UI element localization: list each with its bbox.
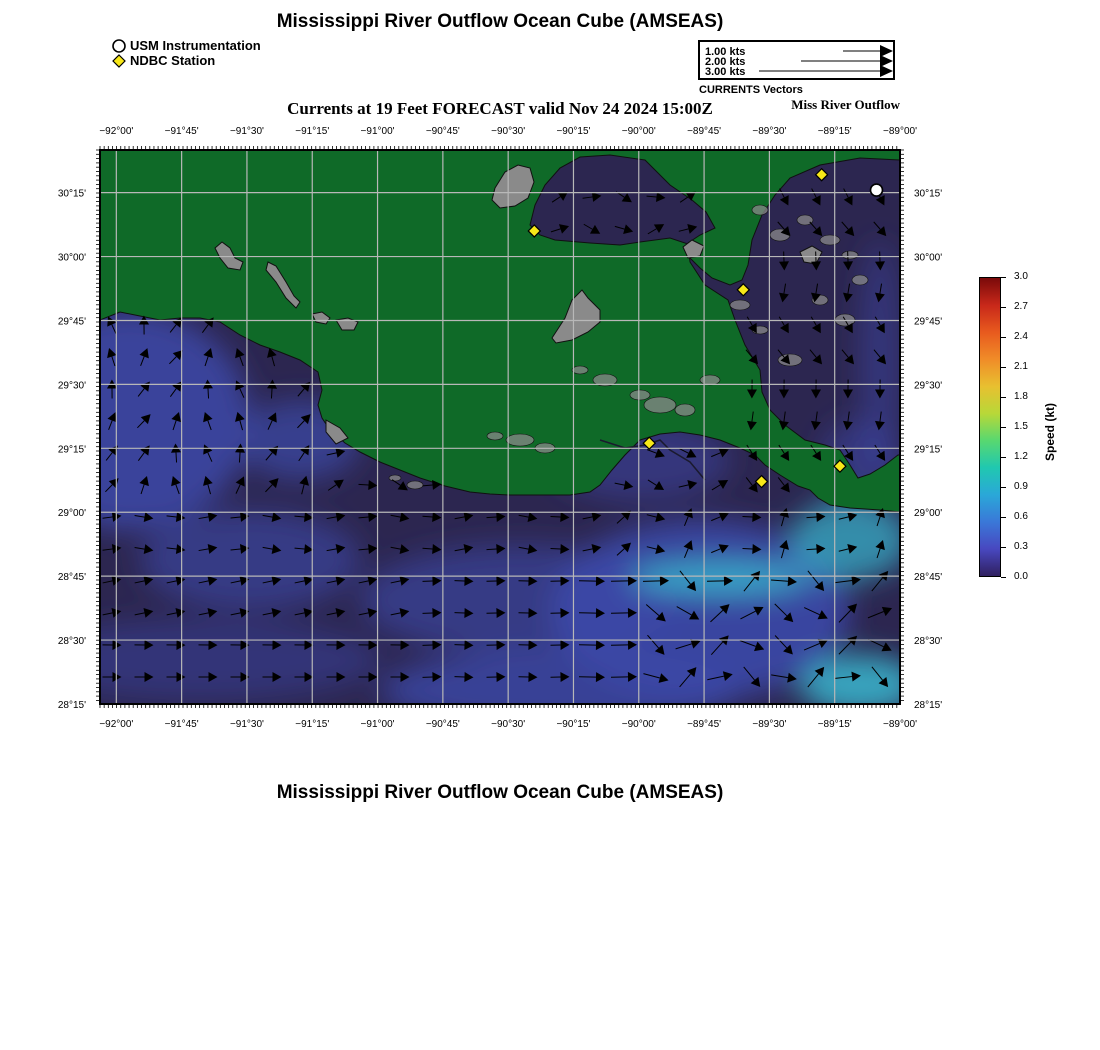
axis-tick-label: 29°30'	[914, 380, 943, 392]
current-vector	[807, 517, 817, 518]
axis-tick-label: −90°15'	[556, 719, 591, 730]
axis-tick-label: 29°00'	[57, 508, 86, 520]
axis-tick-label: −89°45'	[687, 719, 722, 730]
colorbar-ticks	[1001, 271, 1041, 582]
colorbar-tick-label: 1.2	[1014, 451, 1028, 462]
current-vector	[743, 516, 753, 517]
colorbar-tick-label: 2.1	[1014, 361, 1028, 372]
marsh-island	[842, 251, 858, 259]
axis-tick-label: 29°15'	[57, 444, 86, 456]
marsh-island	[572, 366, 588, 374]
map-subtitle: Currents at 19 Feet FORECAST valid Nov 24 2024 15:00Z	[287, 99, 713, 118]
axis-tick-label: −91°00'	[360, 126, 395, 137]
map-body	[10, 150, 920, 730]
marsh-island	[644, 397, 676, 413]
current-vector	[208, 389, 209, 399]
marsh-island	[630, 390, 650, 400]
main-title: Mississippi River Outflow Ocean Cube (AMSEAS)	[276, 11, 724, 32]
axis-tick-label: −89°30'	[752, 126, 787, 137]
axis-tick-label: −89°30'	[752, 719, 787, 730]
axis-tick-label: 30°15'	[57, 188, 86, 200]
current-vector	[359, 484, 369, 485]
colorbar-tick-label: 0.6	[1014, 511, 1028, 522]
usm-legend-label: USM Instrumentation	[130, 38, 261, 53]
axis-tick-label: 29°30'	[57, 380, 86, 392]
ndbc-legend-label: NDBC Station	[130, 53, 216, 68]
marsh-island	[506, 434, 534, 446]
colorbar-tick	[1001, 427, 1006, 428]
colorbar-tick-label: 1.8	[1014, 391, 1028, 402]
axis-tick-label: 29°45'	[914, 316, 943, 328]
axis-tick-label: −89°00'	[883, 719, 917, 730]
marsh-island	[852, 275, 868, 285]
axis-tick-label: −90°30'	[491, 719, 526, 730]
axis-tick-label: 28°45'	[57, 572, 86, 584]
current-vector	[743, 548, 753, 549]
axis-tick-label: −89°15'	[817, 719, 852, 730]
marsh-island	[487, 432, 503, 440]
vector-label-3: 3.00 kts	[705, 66, 746, 78]
axis-tick-label: 28°15'	[914, 700, 943, 711]
colorbar-tick	[1001, 277, 1006, 278]
axis-tick-label: 29°00'	[914, 508, 943, 520]
region-label: Miss River Outflow	[791, 97, 900, 112]
marsh-island	[820, 235, 840, 245]
axis-tick-label: −91°15'	[295, 126, 330, 137]
axis-tick-label: −91°45'	[164, 719, 199, 730]
colorbar-tick-label: 2.4	[1014, 331, 1028, 342]
axis-tick-label: −92°00'	[99, 719, 134, 730]
axis-tick-label: 30°00'	[57, 252, 86, 264]
current-vector	[239, 453, 240, 463]
axis-tick-label: −91°00'	[360, 719, 395, 730]
marsh-island	[730, 300, 750, 310]
axis-tick-label: −90°15'	[556, 126, 591, 137]
colorbar-tick	[1001, 547, 1006, 548]
colorbar-tick	[1001, 397, 1006, 398]
vector-label-1: 1.00 kts	[705, 46, 746, 58]
colorbar-tick-label: 2.7	[1014, 301, 1028, 312]
marsh-island	[700, 375, 720, 385]
axis-tick-label: −92°00'	[99, 126, 134, 137]
axis-tick-label: 29°15'	[914, 444, 943, 456]
vector-label-2: 2.00 kts	[705, 56, 746, 68]
axis-tick-label: −91°30'	[229, 126, 264, 137]
speed-colorbar	[979, 277, 1001, 577]
current-vector	[551, 516, 561, 517]
current-vector	[271, 389, 272, 399]
axis-tick-label: −89°45'	[687, 126, 722, 137]
axis-tick-label: −89°15'	[817, 126, 852, 137]
axis-tick-label: −91°30'	[229, 719, 264, 730]
marsh-island	[675, 404, 695, 416]
colorbar-tick	[1001, 487, 1006, 488]
axis-tick-label: −91°15'	[295, 719, 330, 730]
marsh-island	[389, 475, 401, 481]
colorbar-tick	[1001, 577, 1006, 578]
axis-tick-label: 28°30'	[914, 636, 943, 648]
colorbar-tick-label: 0.3	[1014, 541, 1028, 552]
colorbar-tick-label: 0.0	[1014, 571, 1028, 582]
axis-tick-label: −89°00'	[883, 126, 917, 137]
colorbar-title: Speed (kt)	[1043, 402, 1057, 461]
colorbar-tick	[1001, 457, 1006, 458]
colorbar-tick-label: 1.5	[1014, 421, 1028, 432]
current-vector	[487, 549, 497, 550]
axis-tick-label: −90°00'	[621, 126, 656, 137]
colorbar-tick	[1001, 367, 1006, 368]
current-vector	[643, 581, 660, 582]
axis-tick-label: 28°15'	[57, 700, 86, 711]
colorbar-tick	[1001, 307, 1006, 308]
vector-key-title: CURRENTS Vectors	[699, 84, 803, 96]
colorbar-tick	[1001, 517, 1006, 518]
colorbar-tick	[1001, 337, 1006, 338]
axis-tick-label: −90°00'	[621, 719, 656, 730]
axis-tick-label: 30°00'	[914, 252, 943, 264]
axis-tick-label: 28°45'	[914, 572, 943, 584]
axis-tick-label: −90°30'	[491, 126, 526, 137]
axis-tick-label: 30°15'	[914, 188, 943, 200]
axis-tick-label: 29°45'	[57, 316, 86, 328]
axis-tick-label: 28°30'	[57, 636, 86, 648]
current-vector	[551, 548, 561, 549]
axis-tick-label: −91°45'	[164, 126, 199, 137]
current-vector	[487, 517, 497, 518]
colorbar-tick-label: 0.9	[1014, 481, 1028, 492]
current-vector	[807, 549, 817, 550]
current-vector	[176, 453, 177, 463]
colorbar-tick-label: 3.0	[1014, 271, 1028, 282]
marsh-island	[407, 481, 423, 489]
usm-station-marker	[870, 184, 882, 196]
marsh-island	[752, 205, 768, 215]
axis-tick-label: −90°45'	[425, 719, 460, 730]
second-title: Mississippi River Outflow Ocean Cube (AMSEAS)	[276, 782, 724, 803]
axis-tick-label: −90°45'	[425, 126, 460, 137]
